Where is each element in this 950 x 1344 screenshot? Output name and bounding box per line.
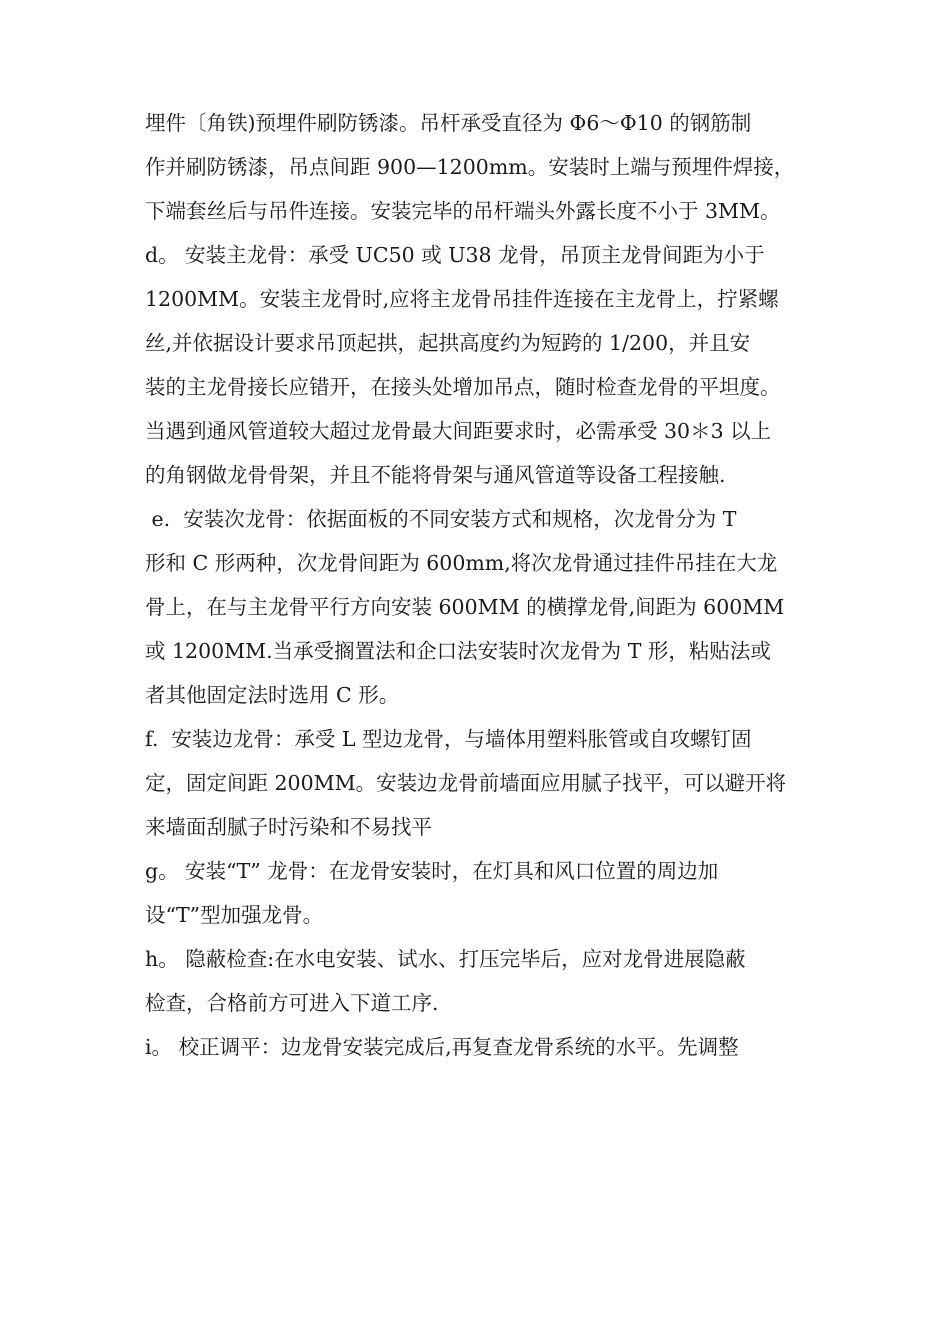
text-line: g。 安装“T” 龙骨：在龙骨安装时，在灯具和风口位置的周边加	[145, 859, 719, 883]
text-line: 检查，合格前方可进入下道工序.	[145, 991, 439, 1015]
text-line: 1200MM。安装主龙骨时,应将主龙骨吊挂件连接在主龙骨上，拧紧螺	[145, 287, 779, 311]
text-line: i。 校正调平：边龙骨安装完成后,再复查龙骨系统的水平。先调整	[145, 1035, 739, 1059]
text-line: 来墙面刮腻子时污染和不易找平	[145, 815, 432, 839]
text-line: f. 安装边龙骨：承受 L 型边龙骨，与墙体用塑料胀管或自攻螺钉固	[145, 727, 752, 751]
text-line: 下端套丝后与吊件连接。安装完毕的吊杆端头外露长度不小于 3MM。	[145, 199, 781, 223]
body-text	[145, 101, 815, 1069]
text-line: e. 安装次龙骨：依据面板的不同安装方式和规格，次龙骨分为 T	[145, 507, 737, 531]
text-line: d。 安装主龙骨：承受 UC50 或 U38 龙骨，吊顶主龙骨间距为小于	[145, 243, 765, 267]
text-line: 作并刷防锈漆，吊点间距 900—1200mm。安装时上端与预埋件焊接，	[145, 155, 795, 179]
text-line: h。 隐蔽检查:在水电安装、试水、打压完毕后，应对龙骨进展隐蔽	[145, 947, 746, 971]
text-line: 形和 C 形两种，次龙骨间距为 600mm,将次龙骨通过挂件吊挂在大龙	[145, 551, 778, 575]
text-line: 装的主龙骨接长应错开，在接头处增加吊点，随时检查龙骨的平坦度。	[145, 375, 781, 399]
text-line: 丝,并依据设计要求吊顶起拱，起拱高度约为短跨的 1/200，并且安	[145, 331, 751, 355]
text-line: 的角钢做龙骨骨架，并且不能将骨架与通风管道等设备工程接触.	[145, 463, 726, 487]
text-line: 埋件〔角铁)预埋件刷防锈漆。吊杆承受直径为 Φ6～Φ10 的钢筋制	[145, 111, 752, 135]
text-line: 者其他固定法时选用 C 形。	[145, 683, 400, 707]
text-line: 当遇到通风管道较大超过龙骨最大间距要求时，必需承受 30＊3 以上	[145, 419, 772, 443]
text-line: 定，固定间距 200MM。安装边龙骨前墙面应用腻子找平，可以避开将	[145, 771, 787, 795]
text-line: 或 1200MM.当承受搁置法和企口法安装时次龙骨为 T 形，粘贴法或	[145, 639, 771, 663]
text-line: 骨上，在与主龙骨平行方向安装 600MM 的横撑龙骨,间距为 600MM	[145, 595, 785, 619]
text-line: 设“T”型加强龙骨。	[145, 903, 324, 927]
